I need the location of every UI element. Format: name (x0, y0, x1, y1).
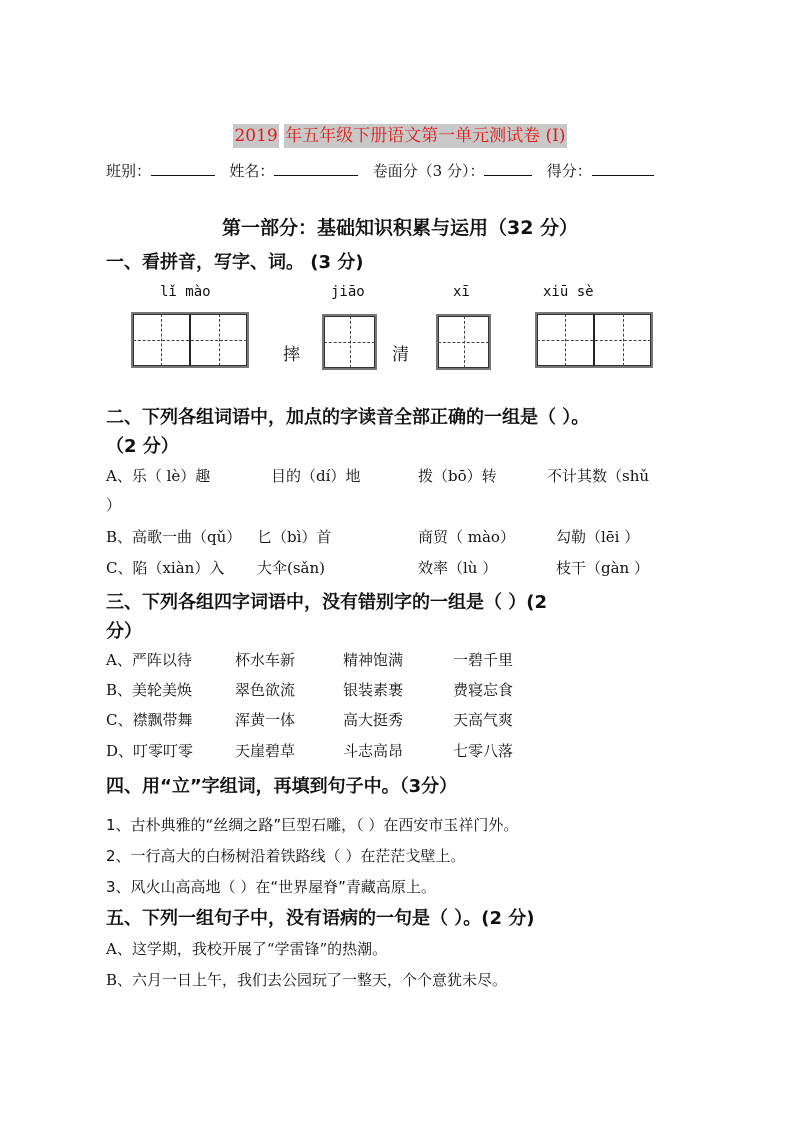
student-info-line (106, 160, 654, 181)
q5-option-b: B、六月一日上午，我们去公园玩了一整天，个个意犹未尽。 (106, 971, 508, 989)
class-label: 班别： (106, 162, 152, 180)
q2-option-c-3: 效率（lù ） (418, 559, 498, 577)
q3-option-c-1: C、襟飘带舞 (106, 711, 193, 729)
q3-option-a-3: 精神饱满 (343, 651, 404, 669)
pinyin-jiao: jiāo (331, 284, 365, 300)
q3-option-a-4: 一碧千里 (453, 651, 514, 669)
score-label: 得分： (546, 162, 592, 180)
name-blank[interactable] (274, 161, 358, 176)
pinyin-xi: xī (453, 284, 470, 300)
q3-option-b-3: 银装素裹 (343, 681, 404, 699)
q2-option-a-1: A、乐（ lè）趣 (106, 467, 211, 485)
q2-option-b-1: B、高歌一曲（qǔ） (106, 528, 242, 546)
q4-sentence-2: 2、一行高大的白杨树沿着铁路线（ ）在茫茫戈壁上。 (106, 847, 466, 865)
q5-heading: 五、下列一组句子中，没有语病的一句是（ ）。(2 分) (106, 908, 535, 929)
q2-option-a-3: 拨（bō）转 (418, 467, 497, 485)
q2-option-b-4: 勾勒（lēi ） (556, 528, 640, 546)
q2-option-c-4: 枝干（gàn ） (556, 559, 649, 577)
q3-option-c-2: 浑黄一体 (235, 711, 296, 729)
q3-option-b-4: 费寝忘食 (453, 681, 514, 699)
writing-grid-limao[interactable] (131, 312, 249, 368)
pinyin-limao: lǐ mào (160, 284, 211, 300)
pinyin-xiuse: xiū sè (543, 284, 594, 300)
neatness-label: 卷面分（3 分）： (372, 162, 485, 180)
q4-heading: 四、用“立”字组词，再填到句子中。（3分） (106, 776, 458, 797)
q5-option-a: A、这学期，我校开展了“学雷锋”的热潮。 (106, 940, 388, 958)
q3-option-c-4: 天高气爽 (453, 711, 514, 729)
q3-option-d-4: 七零八落 (453, 742, 514, 760)
q3-option-b-1: B、美轮美焕 (106, 681, 193, 699)
q3-option-b-2: 翠色欲流 (235, 681, 296, 699)
neatness-blank[interactable] (484, 161, 532, 176)
q2-option-b-2: 匕（bì）首 (257, 528, 332, 546)
grid-cell[interactable] (133, 314, 189, 366)
grid-cell[interactable] (438, 316, 489, 368)
name-label: 姓名： (229, 162, 275, 180)
title-year: 2019 (234, 126, 278, 146)
q4-sentence-1: 1、古朴典雅的“丝绸之路”巨型石雕，（ ）在西安市玉祥门外。 (106, 816, 519, 834)
writing-grid-xi[interactable] (436, 314, 491, 370)
q2-option-c-1: C、陷（xiàn）入 (106, 559, 225, 577)
q2-heading-line2: （2 分） (106, 436, 179, 457)
q4-sentence-3: 3、风火山高高地（ ）在“世界屋脊”青藏高原上。 (106, 878, 436, 896)
grid-cell[interactable] (324, 316, 375, 368)
q2-option-a-cont: ） (106, 496, 122, 514)
q3-heading-line1: 三、下列各组四字词语中，没有错别字的一组是（ ）(2 (106, 592, 548, 613)
writing-grid-xiuse[interactable] (535, 312, 653, 368)
given-char-1: 摔 (283, 345, 300, 365)
q3-option-c-3: 高大挺秀 (343, 711, 404, 729)
q1-heading: 一、看拼音，写字、词。 (3 分) (106, 252, 364, 273)
grid-cell[interactable] (189, 314, 247, 366)
exam-title (0, 121, 800, 146)
grid-cell[interactable] (537, 314, 593, 366)
q3-heading-line2: 分） (106, 621, 142, 642)
q3-option-d-3: 斗志高昂 (343, 742, 404, 760)
q2-option-c-2: 大伞(sǎn) (257, 559, 326, 577)
grid-cell[interactable] (593, 314, 651, 366)
q3-option-d-1: D、叮零叮零 (106, 742, 194, 760)
q3-option-d-2: 天崖碧草 (235, 742, 296, 760)
score-blank[interactable] (592, 161, 654, 176)
q3-option-a-2: 杯水车新 (235, 651, 296, 669)
title-text: 年五年级下册语文第一单元测试卷 (I) (285, 126, 566, 146)
writing-grid-jiao[interactable] (322, 314, 377, 370)
part1-title: 第一部分：基础知识积累与运用（32 分） (221, 217, 579, 239)
q2-option-a-4: 不计其数（shǔ (547, 467, 650, 485)
class-blank[interactable] (151, 161, 215, 176)
q3-option-a-1: A、严阵以待 (106, 651, 192, 669)
q2-option-b-3: 商贸（ mào） (418, 528, 515, 546)
q2-heading-line1: 二、下列各组词语中，加点的字读音全部正确的一组是（ ）。 (106, 407, 590, 428)
given-char-2: 清 (392, 345, 409, 365)
q2-option-a-2: 目的（dí）地 (271, 467, 361, 485)
